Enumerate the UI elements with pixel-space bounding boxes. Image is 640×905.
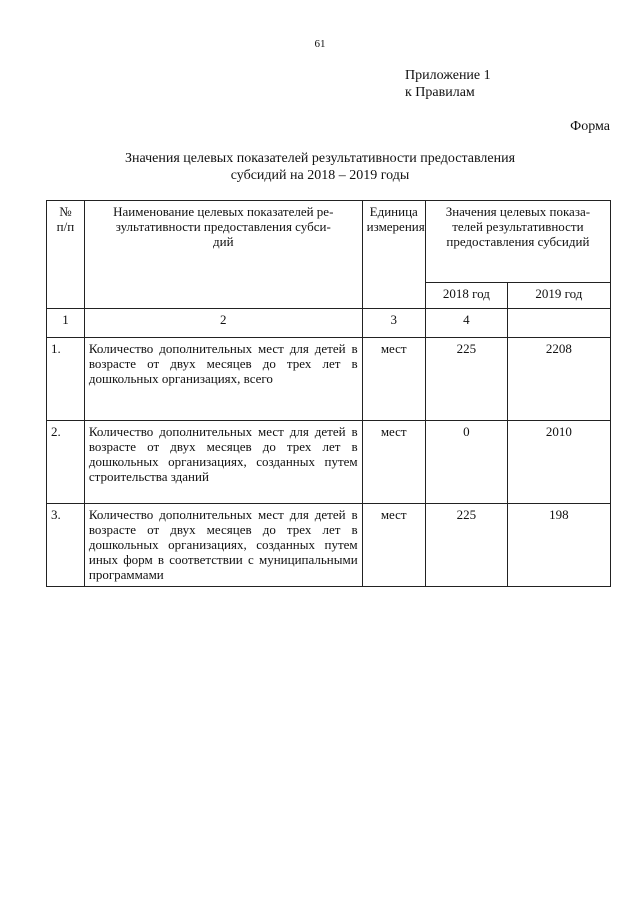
appendix-block <box>405 67 491 101</box>
document-title <box>0 150 640 184</box>
row-unit: мест <box>362 504 425 587</box>
row-number: 1. <box>47 338 85 421</box>
table-row <box>47 338 611 421</box>
table-index-row <box>47 309 611 338</box>
header-year-2018: 2018 год <box>425 283 507 309</box>
appendix-line-1: Приложение 1 <box>405 68 491 83</box>
row-indicator-name: Количество дополнительных мест для детей в возрасте от двух месяцев до трех лет в дошкольных организациях, всего <box>84 338 362 421</box>
header-indicator-name <box>84 201 362 309</box>
targets-table <box>46 200 611 587</box>
form-label: Форма <box>570 119 610 134</box>
row-number: 2. <box>47 421 85 504</box>
header-unit-text: Единица измерения <box>366 204 425 234</box>
appendix-line-2: к Правилам <box>405 85 475 100</box>
row-indicator-name: Количество дополнительных мест для детей в возрасте от двух месяцев до трех лет в дошкольных организациях, созданных путем строительства зданий <box>84 421 362 504</box>
table-header-row <box>47 201 611 283</box>
row-indicator-name: Количество дополнительных мест для детей в возрасте от двух месяцев до трех лет в дошкольных организациях, созданных путем иных форм в соответствии с муниципальными программами <box>84 504 362 587</box>
index-cell: 2 <box>84 309 362 338</box>
table-row <box>47 504 611 587</box>
row-unit: мест <box>362 338 425 421</box>
row-value-2019: 2010 <box>507 421 610 504</box>
table-row <box>47 421 611 504</box>
header-number <box>47 201 85 309</box>
header-indicator-name-text: Наименование целевых показателей ре- зультативности предоставления субси- дий <box>113 204 334 249</box>
index-cell: 3 <box>362 309 425 338</box>
row-value-2018: 225 <box>425 504 507 587</box>
index-cell: 1 <box>47 309 85 338</box>
document-title-line-2: субсидий на 2018 – 2019 годы <box>230 168 410 183</box>
row-value-2018: 0 <box>425 421 507 504</box>
row-number: 3. <box>47 504 85 587</box>
row-value-2018: 225 <box>425 338 507 421</box>
row-value-2019: 198 <box>507 504 610 587</box>
row-value-2019: 2208 <box>507 338 610 421</box>
index-cell <box>507 309 610 338</box>
row-unit: мест <box>362 421 425 504</box>
header-year-2019: 2019 год <box>507 283 610 309</box>
header-number-text: № п/п <box>56 204 75 234</box>
document-title-line-1: Значения целевых показателей результативности предоставления <box>124 151 516 166</box>
index-cell: 4 <box>425 309 507 338</box>
header-values-text: Значения целевых показа- телей результативности предоставления субсидий <box>445 204 591 249</box>
header-values <box>425 201 610 283</box>
header-unit <box>362 201 425 309</box>
page-number: 61 <box>314 38 326 50</box>
